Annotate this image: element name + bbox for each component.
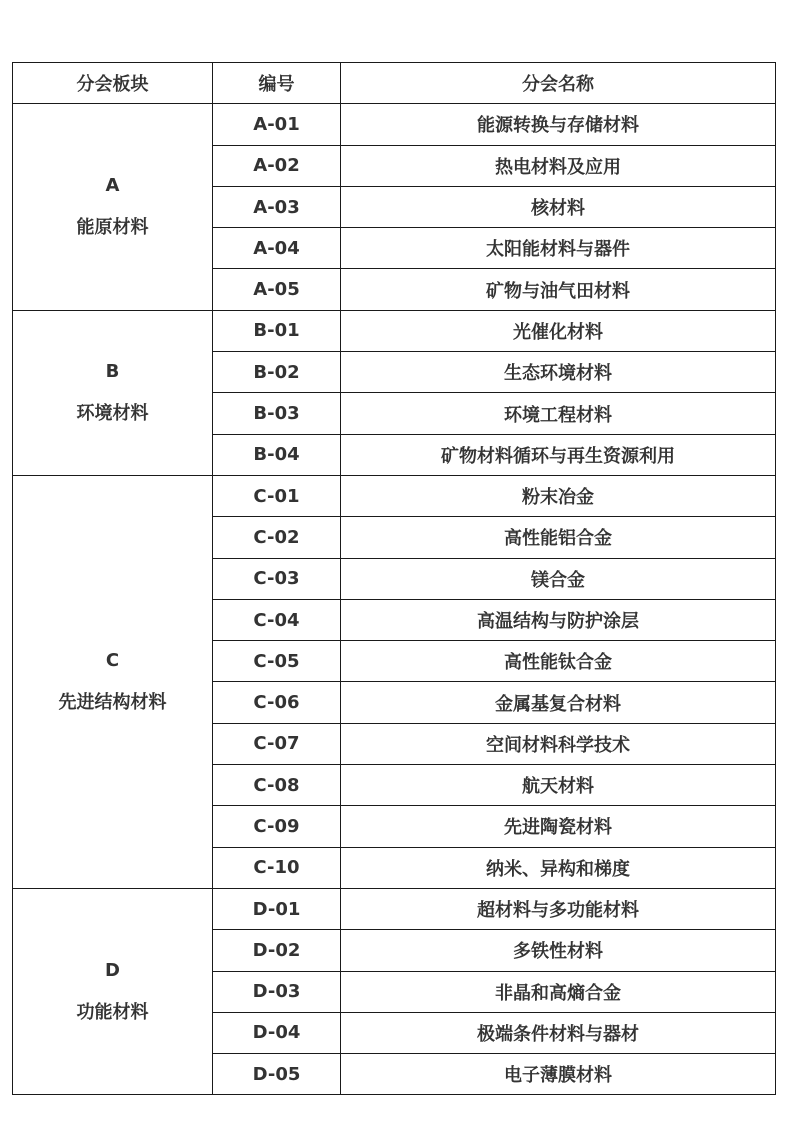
session-title: 矿物材料循环与再生资源利用 xyxy=(341,434,776,475)
section-cell xyxy=(13,475,213,888)
session-code: C-07 xyxy=(213,723,341,764)
session-code: B-02 xyxy=(213,352,341,393)
session-title: 多铁性材料 xyxy=(341,930,776,971)
table-row xyxy=(13,475,776,516)
session-title: 高性能钛合金 xyxy=(341,641,776,682)
header-section: 分会板块 xyxy=(13,63,213,104)
session-code: D-03 xyxy=(213,971,341,1012)
session-code: C-08 xyxy=(213,765,341,806)
session-title: 电子薄膜材料 xyxy=(341,1054,776,1095)
section-letter: A xyxy=(105,175,120,197)
session-title: 高温结构与防护涂层 xyxy=(341,599,776,640)
session-code: D-04 xyxy=(213,1012,341,1053)
session-title: 超材料与多功能材料 xyxy=(341,888,776,929)
session-code: A-03 xyxy=(213,186,341,227)
section-cell xyxy=(13,104,213,310)
section-name: 能原材料 xyxy=(76,217,149,239)
table-body xyxy=(13,104,776,1095)
session-title: 极端条件材料与器材 xyxy=(341,1012,776,1053)
session-code: C-03 xyxy=(213,558,341,599)
session-title: 核材料 xyxy=(341,186,776,227)
session-title: 粉末冶金 xyxy=(341,475,776,516)
session-title: 环境工程材料 xyxy=(341,393,776,434)
section-letter: C xyxy=(105,650,120,672)
session-title: 非晶和高熵合金 xyxy=(341,971,776,1012)
section-name: 功能材料 xyxy=(76,1001,149,1023)
header-title: 分会名称 xyxy=(341,63,776,104)
session-title: 金属基复合材料 xyxy=(341,682,776,723)
session-title: 光催化材料 xyxy=(341,310,776,351)
session-title: 生态环境材料 xyxy=(341,352,776,393)
session-code: A-01 xyxy=(213,104,341,145)
section-name: 先进结构材料 xyxy=(58,691,167,713)
table-row xyxy=(13,104,776,145)
session-title: 高性能铝合金 xyxy=(341,517,776,558)
session-title: 能源转换与存储材料 xyxy=(341,104,776,145)
header-row xyxy=(13,63,776,104)
session-title: 空间材料科学技术 xyxy=(341,723,776,764)
session-code: C-04 xyxy=(213,599,341,640)
section-name: 环境材料 xyxy=(76,402,149,424)
session-title: 纳米、异构和梯度 xyxy=(341,847,776,888)
session-code: A-04 xyxy=(213,228,341,269)
session-code: C-01 xyxy=(213,475,341,516)
session-code: C-02 xyxy=(213,517,341,558)
session-code: C-06 xyxy=(213,682,341,723)
section-cell xyxy=(13,888,213,1094)
session-title: 镁合金 xyxy=(341,558,776,599)
section-letter: D xyxy=(105,960,120,982)
session-title: 航天材料 xyxy=(341,765,776,806)
table-row xyxy=(13,888,776,929)
session-title: 热电材料及应用 xyxy=(341,145,776,186)
session-code: B-04 xyxy=(213,434,341,475)
section-letter: B xyxy=(105,361,120,383)
session-code: A-02 xyxy=(213,145,341,186)
session-code: C-10 xyxy=(213,847,341,888)
session-code: B-03 xyxy=(213,393,341,434)
session-code: D-01 xyxy=(213,888,341,929)
session-title: 先进陶瓷材料 xyxy=(341,806,776,847)
session-code: C-05 xyxy=(213,641,341,682)
session-title: 矿物与油气田材料 xyxy=(341,269,776,310)
header-code: 编号 xyxy=(213,63,341,104)
section-cell xyxy=(13,310,213,475)
session-title: 太阳能材料与器件 xyxy=(341,228,776,269)
session-table xyxy=(12,62,776,1095)
table-row xyxy=(13,310,776,351)
session-code: D-05 xyxy=(213,1054,341,1095)
session-code: C-09 xyxy=(213,806,341,847)
session-code: A-05 xyxy=(213,269,341,310)
session-code: B-01 xyxy=(213,310,341,351)
session-code: D-02 xyxy=(213,930,341,971)
